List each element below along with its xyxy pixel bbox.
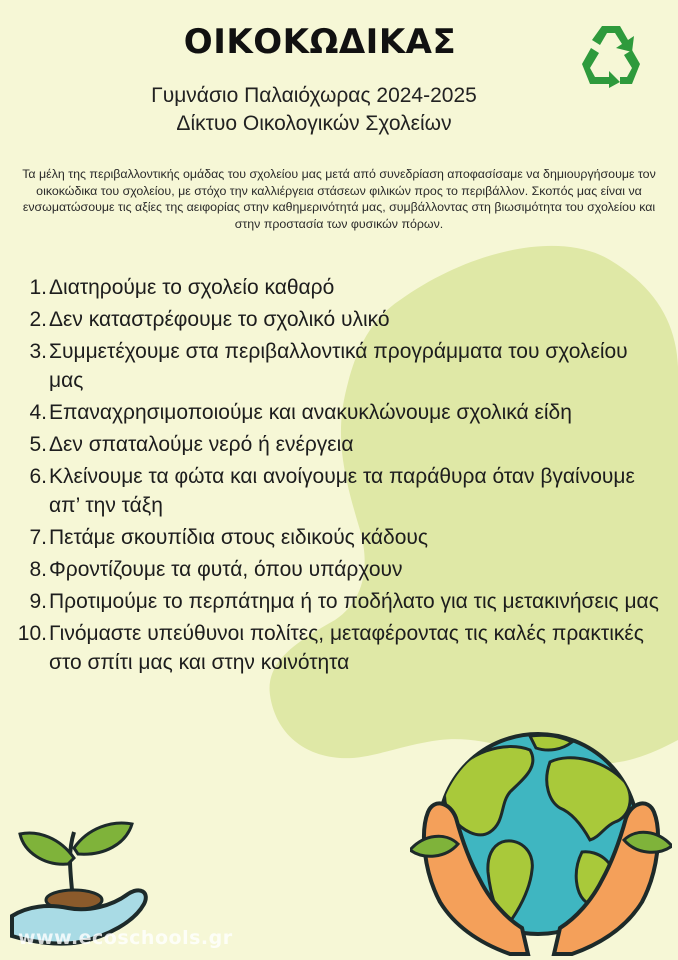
rule-text: Δεν καταστρέφουμε το σχολικό υλικό — [49, 308, 390, 331]
list-item — [16, 619, 666, 677]
list-item — [16, 273, 666, 302]
list-item — [16, 430, 666, 459]
rule-number: 7. — [29, 526, 47, 549]
list-item — [16, 305, 666, 334]
network-line: Δίκτυο Οικολογικών Σχολείων — [176, 112, 452, 135]
rule-text: Συμμετέχουμε στα περιβαλλοντικά προγράμματα του σχολείου μας — [49, 340, 628, 392]
list-item — [16, 398, 666, 427]
rule-text: Γινόμαστε υπεύθυνοι πολίτες, μεταφέροντας τις καλές πρακτικές στο σπίτι μας και στην κοινότητα — [49, 622, 644, 674]
rule-text: Διατηρούμε το σχολείο καθαρό — [49, 276, 335, 299]
school-year-line: Γυμνάσιο Παλαιόχωρας 2024-2025 — [151, 84, 477, 107]
list-item — [16, 523, 666, 552]
rule-number: 2. — [29, 308, 47, 331]
list-item — [16, 587, 666, 616]
rule-number: 10. — [17, 622, 47, 645]
poster-title: ΟΙΚΟΚΩΔΙΚΑΣ — [183, 22, 457, 62]
list-item — [16, 337, 666, 395]
rule-text: Επαναχρησιμοποιούμε και ανακυκλώνουμε σχολικά είδη — [49, 401, 572, 424]
rule-number: 9. — [29, 590, 47, 613]
rule-number: 5. — [29, 433, 47, 456]
rule-number: 8. — [29, 558, 47, 581]
list-item — [16, 462, 666, 520]
list-item — [16, 555, 666, 584]
rule-text: Προτιμούμε το περπάτημα ή το ποδήλατο για τις μετακινήσεις μας — [49, 590, 659, 613]
rule-text: Φροντίζουμε τα φυτά, όπου υπάρχουν — [49, 558, 403, 581]
subtitle — [0, 82, 628, 138]
eco-code-list — [16, 273, 666, 680]
rule-number: 3. — [29, 340, 47, 363]
rule-text: Κλείνουμε τα φώτα και ανοίγουμε τα παράθυρα όταν βγαίνουμε απ’ την τάξη — [49, 465, 635, 517]
recycle-icon — [576, 20, 646, 88]
rule-number: 4. — [29, 401, 47, 424]
globe-in-hands-icon — [410, 722, 672, 960]
rule-text: Δεν σπαταλούμε νερό ή ενέργεια — [49, 433, 354, 456]
intro-paragraph: Τα μέλη της περιβαλλοντικής ομάδας του σχολείου μας μετά από συνεδρίαση αποφασίσαμε να δημιουργήσουμε τον οικοκώδικα του σχολείου, με στόχο την καλλιέργεια στάσεων φιλικών προς το περιβάλλον. Σκοπός μας είναι να ενσωματώσουμε τις αξίες της αειφορίας στην καθημερινότητά μας, συμβάλλοντας στη βιωσιμότητα του σχολείου και στην προστασία των φυσικών πόρων. — [22, 167, 656, 231]
rule-text: Πετάμε σκουπίδια στους ειδικούς κάδους — [49, 526, 428, 549]
rule-number: 1. — [29, 276, 47, 299]
rule-number: 6. — [29, 465, 47, 488]
footer-url: www.ecoschools.gr — [18, 927, 233, 949]
